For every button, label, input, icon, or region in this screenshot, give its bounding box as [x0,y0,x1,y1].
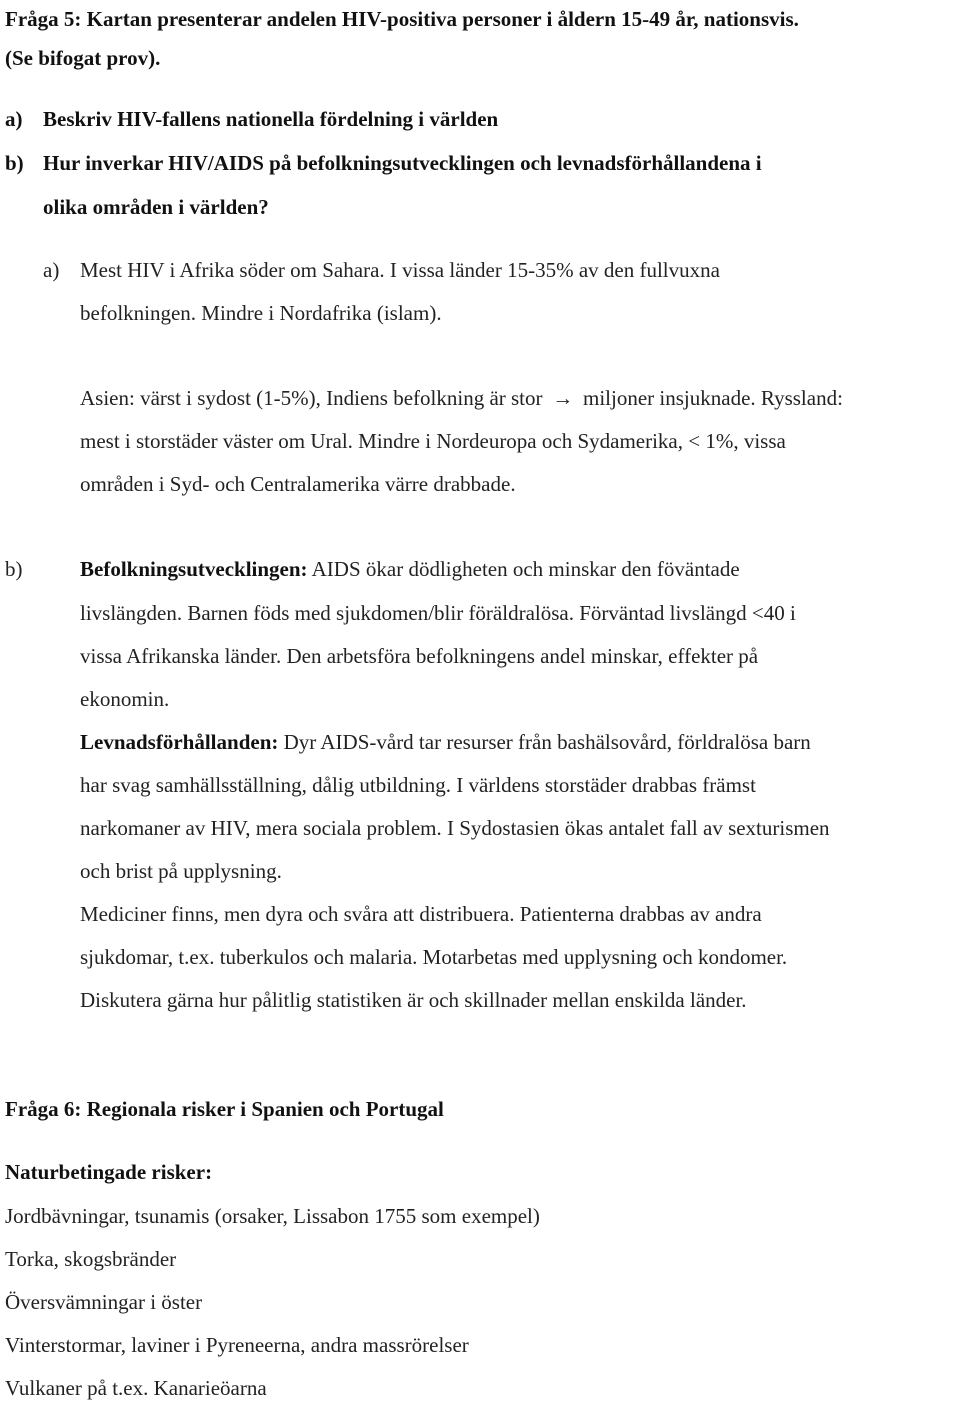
answer-b-line [80,556,740,582]
living-conditions-line [80,729,811,755]
q5-question-b-label: b) [5,151,24,175]
answer-b-line: ekonomin. [80,687,170,711]
asia-text-start: Asien: värst i sydost (1-5%), Indiens befolkning är stor [80,386,543,410]
answer-a-line: befolkningen. Mindre i Nordafrika (islam). [80,301,442,325]
risk-item: Torka, skogsbränder [5,1247,177,1271]
q5-question-b-text: Hur inverkar HIV/AIDS på befolkningsutvecklingen och levnadsförhållandena i [43,151,762,175]
asia-paragraph-line [80,385,843,411]
living-conditions-first-line: Dyr AIDS-vård tar resurser från bashälsovård, förldralösa barn [283,730,811,754]
q6-subheading: Naturbetingade risker: [5,1160,213,1184]
q5-title-line-1: Fråga 5: Kartan presenterar andelen HIV-positiva personer i åldern 15-49 år, nationsvis. [5,7,799,31]
living-conditions-heading: Levnadsförhållanden: [80,730,279,754]
asia-text-end: miljoner insjuknade. Ryssland: [583,386,843,410]
living-conditions-line: har svag samhällsställning, dålig utbildning. I världens storstäder drabbas främst [80,773,756,797]
asia-paragraph-line: mest i storstäder väster om Ural. Mindre i Nordeuropa och Sydamerika, < 1%, vissa [80,429,786,453]
answer-b-label: b) [5,557,23,581]
q5-title-line-2: (Se bifogat prov). [5,46,161,70]
risk-item: Vinterstormar, laviner i Pyreneerna, andra massrörelser [5,1333,469,1357]
living-conditions-line: sjukdomar, t.ex. tuberkulos och malaria. Motarbetas med upplysning och kondomer. [80,945,788,969]
living-conditions-line: Mediciner finns, men dyra och svåra att distribuera. Patienterna drabbas av andra [80,902,762,926]
risk-item: Jordbävningar, tsunamis (orsaker, Lissabon 1755 som exempel) [5,1204,540,1228]
arrow-right-icon: → [552,386,574,410]
q5-question-b [5,150,762,176]
population-first-line: AIDS ökar dödligheten och minskar den föväntade [311,557,740,581]
living-conditions-line: och brist på upplysning. [80,859,282,883]
living-conditions-line: narkomaner av HIV, mera sociala problem. I Sydostasien ökas antalet fall av sexturismen [80,816,830,840]
asia-paragraph-line: områden i Syd- och Centralamerika värre drabbade. [80,472,516,496]
answer-b-line: vissa Afrikanska länder. Den arbetsföra befolkningens andel minskar, effekter på [80,644,759,668]
answer-a-label: a) [43,258,60,282]
q5-question-b-text-2: olika områden i världen? [43,195,269,219]
answer-a-line: Mest HIV i Afrika söder om Sahara. I vissa länder 15-35% av den fullvuxna [80,258,720,282]
q5-question-a [5,106,499,132]
risk-item: Översvämningar i öster [5,1290,203,1314]
q5-question-a-label: a) [5,107,23,131]
living-conditions-line: Diskutera gärna hur pålitlig statistiken är och skillnader mellan enskilda länder. [80,988,747,1012]
answer-b-line: livslängden. Barnen föds med sjukdomen/blir föräldralösa. Förväntad livslängd <40 i [80,601,796,625]
q6-title: Fråga 6: Regionala risker i Spanien och Portugal [5,1097,444,1121]
q5-question-a-text: Beskriv HIV-fallens nationella fördelning i världen [43,107,499,131]
risk-item: Vulkaner på t.ex. Kanarieöarna [5,1376,267,1400]
population-heading: Befolkningsutvecklingen: [80,557,308,581]
